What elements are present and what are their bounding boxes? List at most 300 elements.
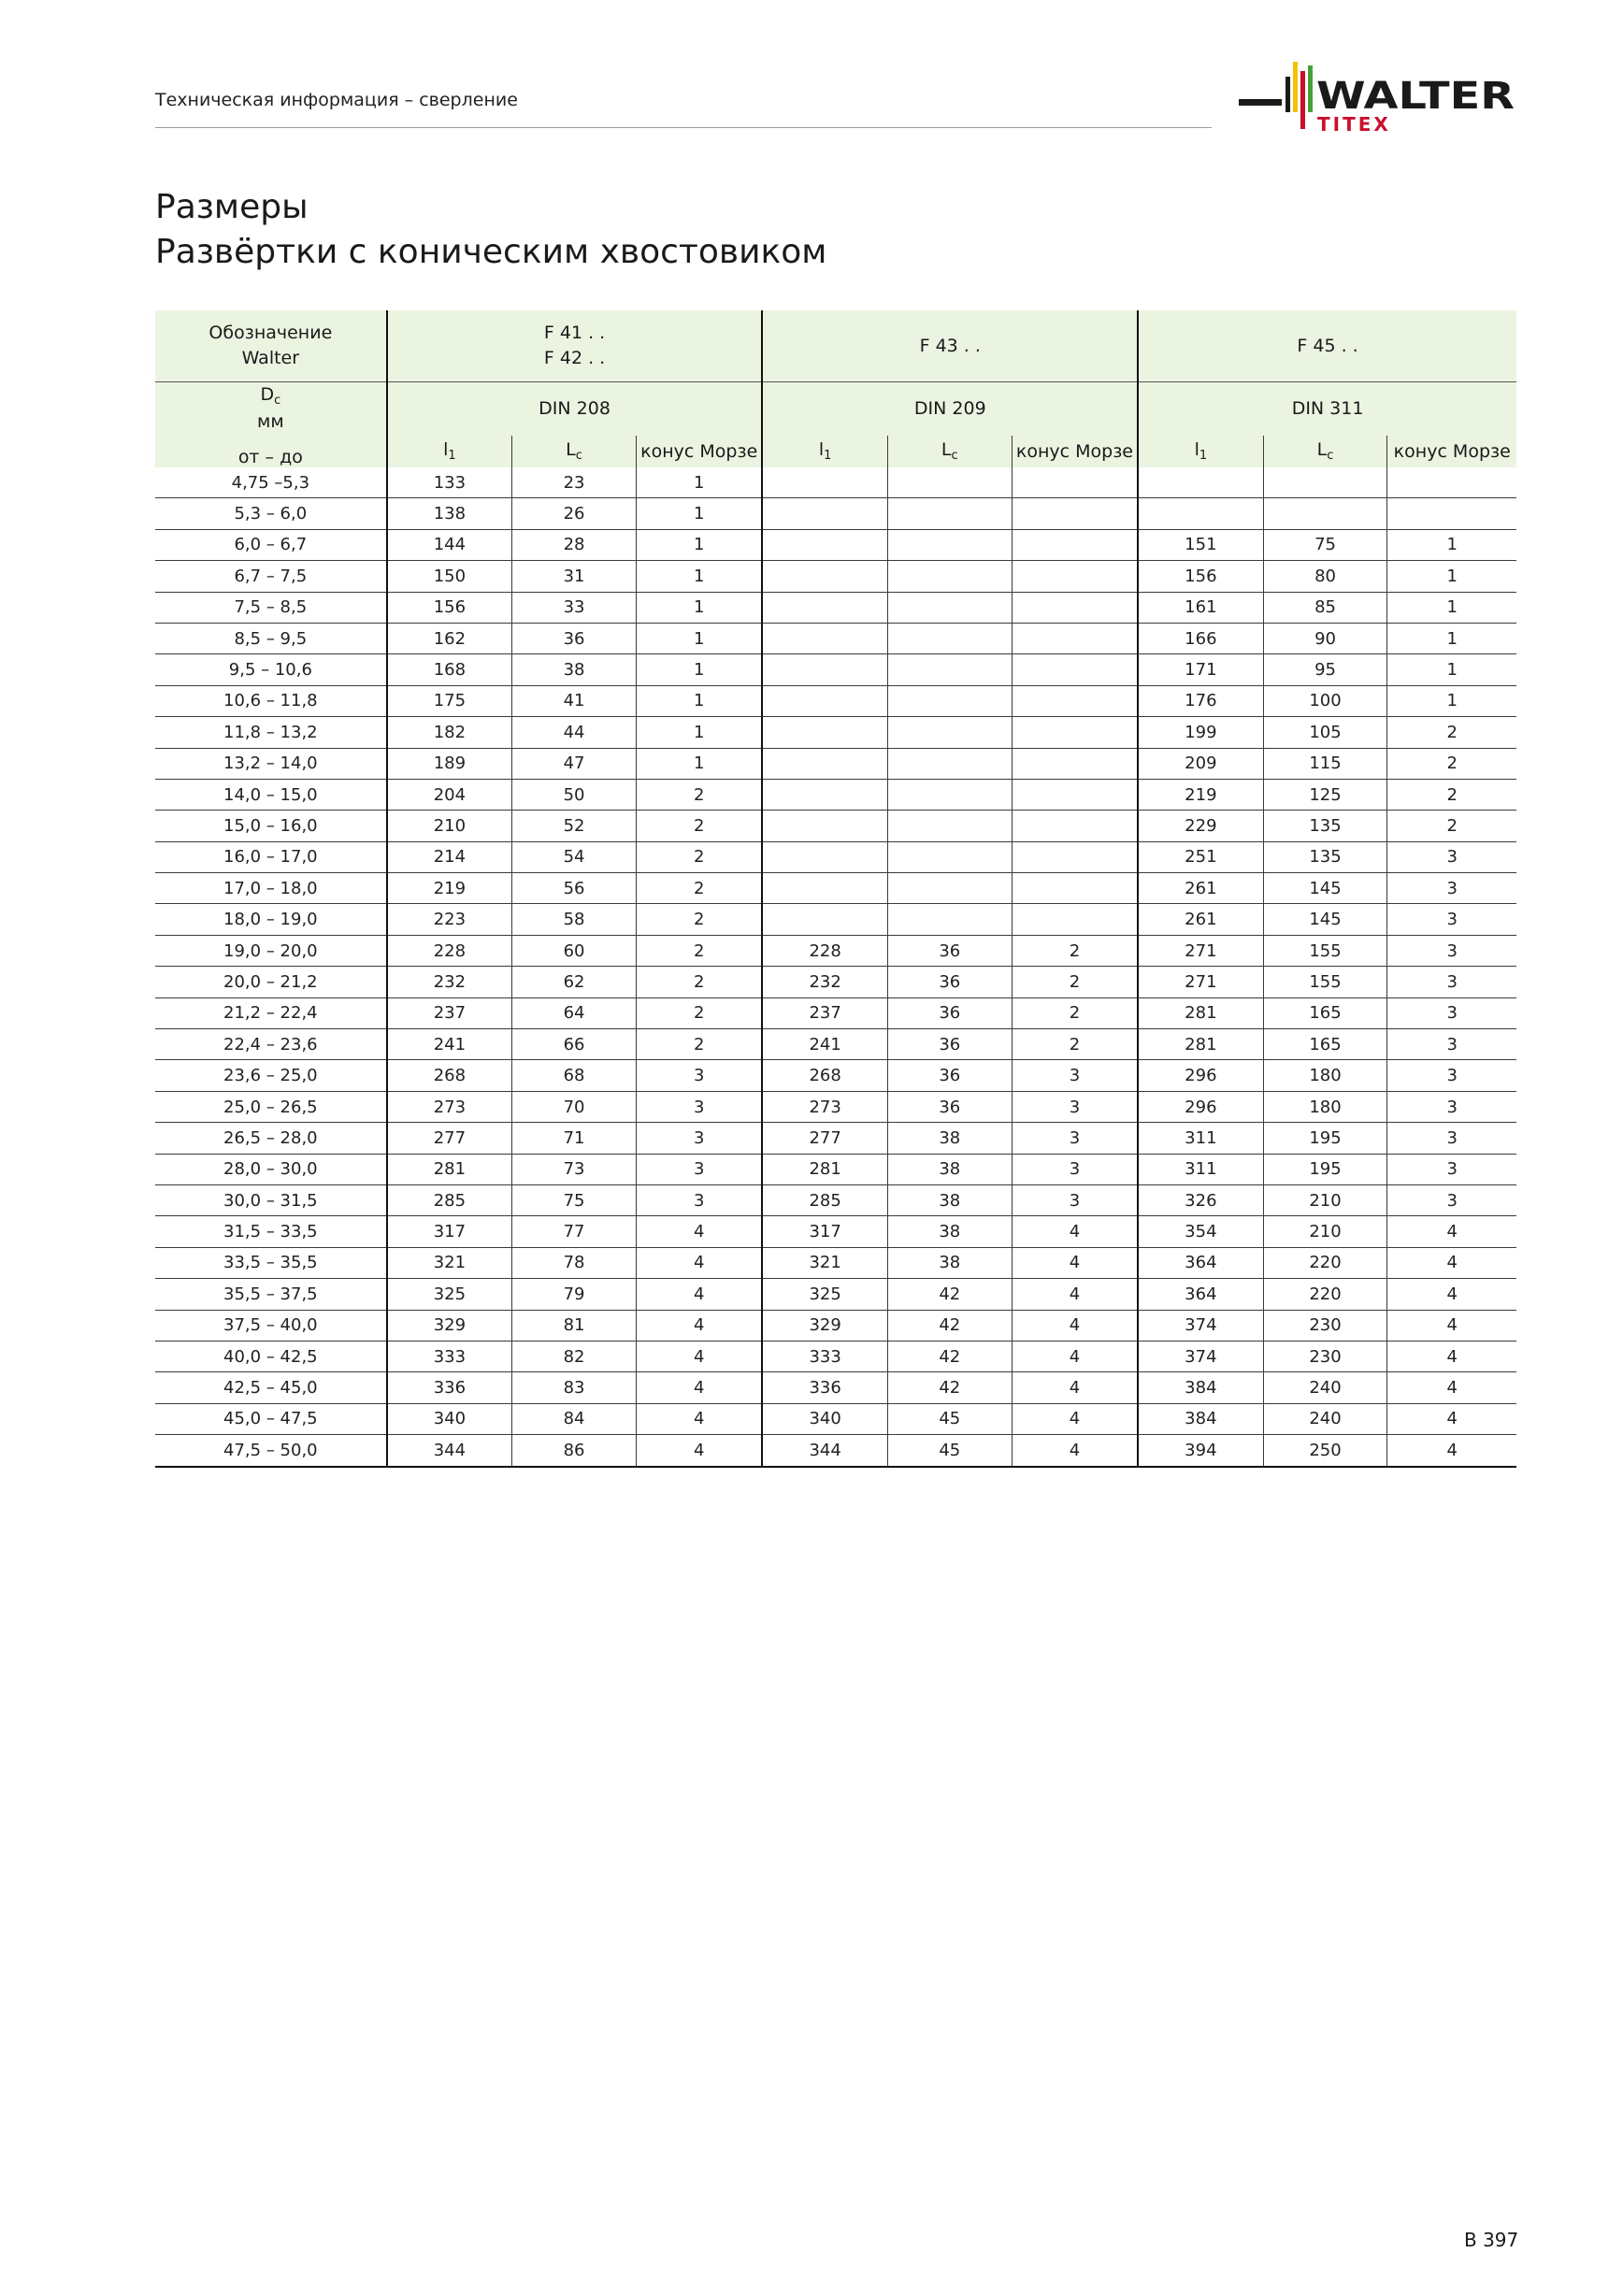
cell-din311-lc: 195 xyxy=(1263,1154,1387,1184)
cell-range: 37,5 – 40,0 xyxy=(155,1310,387,1341)
title-line-2: Развёртки с коническим хвостовиком xyxy=(155,233,827,271)
cell-din208-lc: 54 xyxy=(512,841,637,872)
cell-din209-lc xyxy=(887,811,1012,841)
cell-din208-lc: 86 xyxy=(512,1435,637,1467)
cell-din209-morse xyxy=(1012,685,1138,716)
cell-din208-l1: 333 xyxy=(387,1341,512,1371)
cell-din209-lc: 38 xyxy=(887,1123,1012,1154)
cell-din209-morse: 4 xyxy=(1012,1247,1138,1278)
cell-din311-morse: 4 xyxy=(1387,1403,1516,1434)
cell-din311-l1: 161 xyxy=(1138,592,1263,623)
cell-din311-l1: 364 xyxy=(1138,1279,1263,1310)
cell-range: 11,8 – 13,2 xyxy=(155,717,387,748)
cell-din208-lc: 26 xyxy=(512,498,637,529)
cell-din209-morse: 3 xyxy=(1012,1123,1138,1154)
table-row xyxy=(155,623,1516,653)
cell-din311-lc: 75 xyxy=(1263,529,1387,560)
cell-din209-morse xyxy=(1012,623,1138,653)
cell-din209-lc xyxy=(887,748,1012,779)
cell-range: 6,7 – 7,5 xyxy=(155,561,387,592)
cell-din208-l1: 144 xyxy=(387,529,512,560)
cell-din311-morse: 3 xyxy=(1387,935,1516,966)
cell-din209-l1: 325 xyxy=(762,1279,887,1310)
table-row xyxy=(155,1403,1516,1434)
cell-din209-lc: 38 xyxy=(887,1184,1012,1215)
cell-din208-lc: 33 xyxy=(512,592,637,623)
cell-din208-l1: 168 xyxy=(387,654,512,685)
cell-din311-l1: 209 xyxy=(1138,748,1263,779)
cell-din208-lc: 36 xyxy=(512,623,637,653)
cell-din209-l1 xyxy=(762,529,887,560)
cell-din209-morse: 4 xyxy=(1012,1435,1138,1467)
cell-din209-lc: 36 xyxy=(887,967,1012,997)
cell-din311-morse xyxy=(1387,467,1516,498)
cell-din209-l1 xyxy=(762,561,887,592)
logo-text-main: WALTER xyxy=(1316,75,1515,118)
cell-din208-lc: 83 xyxy=(512,1372,637,1403)
cell-din311-lc: 165 xyxy=(1263,1029,1387,1060)
cell-din208-l1: 214 xyxy=(387,841,512,872)
cell-din311-lc: 135 xyxy=(1263,841,1387,872)
cell-din311-morse: 3 xyxy=(1387,904,1516,935)
table-row xyxy=(155,467,1516,498)
cell-din209-l1: 237 xyxy=(762,997,887,1028)
cell-din209-lc xyxy=(887,841,1012,872)
cell-din311-morse: 1 xyxy=(1387,529,1516,560)
cell-din208-l1: 340 xyxy=(387,1403,512,1434)
cell-din311-l1: 374 xyxy=(1138,1341,1263,1371)
cell-din311-morse: 1 xyxy=(1387,561,1516,592)
cell-din208-morse: 1 xyxy=(637,561,763,592)
cell-din208-l1: 344 xyxy=(387,1435,512,1467)
table-row xyxy=(155,654,1516,685)
cell-din209-morse xyxy=(1012,592,1138,623)
cell-din311-l1: 156 xyxy=(1138,561,1263,592)
cell-din311-l1: 261 xyxy=(1138,873,1263,904)
cell-din311-lc: 80 xyxy=(1263,561,1387,592)
cell-din209-l1 xyxy=(762,467,887,498)
cell-din209-lc xyxy=(887,561,1012,592)
cell-din311-l1: 199 xyxy=(1138,717,1263,748)
table-row xyxy=(155,1060,1516,1091)
cell-din208-lc: 52 xyxy=(512,811,637,841)
cell-din209-l1: 241 xyxy=(762,1029,887,1060)
cell-din208-l1: 317 xyxy=(387,1216,512,1247)
cell-range: 13,2 – 14,0 xyxy=(155,748,387,779)
cell-din209-morse: 4 xyxy=(1012,1279,1138,1310)
din-208-header: DIN 208 xyxy=(387,382,763,436)
cell-din208-lc: 73 xyxy=(512,1154,637,1184)
cell-din311-morse: 3 xyxy=(1387,1060,1516,1091)
table-row xyxy=(155,967,1516,997)
cell-din311-morse: 3 xyxy=(1387,1154,1516,1184)
cell-din311-lc xyxy=(1263,467,1387,498)
cell-din311-lc: 180 xyxy=(1263,1091,1387,1122)
table-row xyxy=(155,1341,1516,1371)
cell-din208-lc: 58 xyxy=(512,904,637,935)
cell-din311-lc: 135 xyxy=(1263,811,1387,841)
cell-din311-l1: 311 xyxy=(1138,1123,1263,1154)
cell-din208-lc: 23 xyxy=(512,467,637,498)
col-l1-header: $l_1$ xyxy=(762,436,887,467)
cell-din209-l1 xyxy=(762,811,887,841)
cell-din209-l1 xyxy=(762,779,887,810)
cell-din311-l1: 281 xyxy=(1138,1029,1263,1060)
table-row xyxy=(155,1123,1516,1154)
cell-din208-l1: 273 xyxy=(387,1091,512,1122)
cell-range: 15,0 – 16,0 xyxy=(155,811,387,841)
cell-din208-morse: 1 xyxy=(637,498,763,529)
cell-range: 20,0 – 21,2 xyxy=(155,967,387,997)
table-row xyxy=(155,1435,1516,1467)
cell-din311-l1: 364 xyxy=(1138,1247,1263,1278)
cell-din209-morse: 2 xyxy=(1012,967,1138,997)
header-divider xyxy=(155,127,1212,128)
cell-din208-l1: 329 xyxy=(387,1310,512,1341)
col-morse-header: конус Морзе xyxy=(1387,436,1516,467)
cell-din311-l1: 311 xyxy=(1138,1154,1263,1184)
cell-din209-lc xyxy=(887,717,1012,748)
col-morse-header: конус Морзе xyxy=(1012,436,1138,467)
cell-din311-morse: 4 xyxy=(1387,1310,1516,1341)
cell-din208-morse: 3 xyxy=(637,1184,763,1215)
logo-text-sub: TITEX xyxy=(1317,113,1391,135)
cell-din209-morse: 2 xyxy=(1012,1029,1138,1060)
cell-range: 22,4 – 23,6 xyxy=(155,1029,387,1060)
cell-din311-lc: 230 xyxy=(1263,1341,1387,1371)
cell-din209-l1: 281 xyxy=(762,1154,887,1184)
cell-range: 23,6 – 25,0 xyxy=(155,1060,387,1091)
cell-din209-morse: 3 xyxy=(1012,1154,1138,1184)
cell-din311-l1: 296 xyxy=(1138,1091,1263,1122)
cell-din311-lc: 95 xyxy=(1263,654,1387,685)
table-row xyxy=(155,935,1516,966)
cell-din209-morse xyxy=(1012,529,1138,560)
col-morse-header: конус Морзе xyxy=(637,436,763,467)
cell-din311-morse: 3 xyxy=(1387,967,1516,997)
cell-range: 42,5 – 45,0 xyxy=(155,1372,387,1403)
cell-din311-lc: 85 xyxy=(1263,592,1387,623)
cell-din209-morse: 2 xyxy=(1012,935,1138,966)
cell-din208-lc: 75 xyxy=(512,1184,637,1215)
cell-din209-morse xyxy=(1012,498,1138,529)
table-row xyxy=(155,1154,1516,1184)
cell-din311-lc: 155 xyxy=(1263,935,1387,966)
cell-din209-l1 xyxy=(762,717,887,748)
table-row xyxy=(155,561,1516,592)
cell-din311-morse: 2 xyxy=(1387,779,1516,810)
cell-range: 16,0 – 17,0 xyxy=(155,841,387,872)
cell-din209-morse: 4 xyxy=(1012,1341,1138,1371)
cell-din311-morse: 4 xyxy=(1387,1372,1516,1403)
cell-din311-morse: 4 xyxy=(1387,1216,1516,1247)
table-row xyxy=(155,1029,1516,1060)
cell-din208-lc: 82 xyxy=(512,1341,637,1371)
cell-din311-lc: 145 xyxy=(1263,904,1387,935)
cell-din311-morse: 3 xyxy=(1387,1091,1516,1122)
cell-din208-lc: 66 xyxy=(512,1029,637,1060)
cell-din209-morse: 3 xyxy=(1012,1060,1138,1091)
cell-din311-morse: 2 xyxy=(1387,748,1516,779)
din-311-header: DIN 311 xyxy=(1138,382,1516,436)
cell-din208-morse: 1 xyxy=(637,654,763,685)
dimensions-table xyxy=(155,310,1516,1468)
cell-din209-lc: 45 xyxy=(887,1435,1012,1467)
cell-din208-morse: 4 xyxy=(637,1372,763,1403)
cell-din209-lc: 36 xyxy=(887,1060,1012,1091)
cell-range: 10,6 – 11,8 xyxy=(155,685,387,716)
cell-din208-l1: 189 xyxy=(387,748,512,779)
cell-din208-lc: 84 xyxy=(512,1403,637,1434)
cell-din208-lc: 71 xyxy=(512,1123,637,1154)
cell-din209-morse: 2 xyxy=(1012,997,1138,1028)
cell-range: 26,5 – 28,0 xyxy=(155,1123,387,1154)
cell-din208-morse: 2 xyxy=(637,904,763,935)
cell-din208-l1: 204 xyxy=(387,779,512,810)
cell-din208-l1: 325 xyxy=(387,1279,512,1310)
cell-range: 18,0 – 19,0 xyxy=(155,904,387,935)
cell-din209-l1: 268 xyxy=(762,1060,887,1091)
cell-din311-morse: 4 xyxy=(1387,1435,1516,1467)
cell-range: 7,5 – 8,5 xyxy=(155,592,387,623)
cell-din311-morse: 3 xyxy=(1387,1029,1516,1060)
cell-din209-l1: 321 xyxy=(762,1247,887,1278)
cell-din209-lc: 38 xyxy=(887,1247,1012,1278)
cell-din209-morse xyxy=(1012,654,1138,685)
cell-din209-lc: 36 xyxy=(887,1091,1012,1122)
cell-din311-lc: 220 xyxy=(1263,1279,1387,1310)
cell-din208-l1: 175 xyxy=(387,685,512,716)
cell-din311-morse: 4 xyxy=(1387,1279,1516,1310)
cell-din209-l1: 340 xyxy=(762,1403,887,1434)
cell-din208-l1: 268 xyxy=(387,1060,512,1091)
cell-din208-l1: 133 xyxy=(387,467,512,498)
cell-din209-l1 xyxy=(762,748,887,779)
col-l1-header: $l_1$ xyxy=(1138,436,1263,467)
group-f43-header: F 43 . . xyxy=(762,310,1138,382)
cell-din209-morse: 4 xyxy=(1012,1372,1138,1403)
cell-din311-l1 xyxy=(1138,467,1263,498)
cell-din208-morse: 3 xyxy=(637,1060,763,1091)
table-row xyxy=(155,873,1516,904)
cell-din311-l1 xyxy=(1138,498,1263,529)
cell-din311-l1: 384 xyxy=(1138,1403,1263,1434)
table-row xyxy=(155,779,1516,810)
cell-din208-lc: 41 xyxy=(512,685,637,716)
cell-din208-l1: 285 xyxy=(387,1184,512,1215)
cell-din311-lc: 210 xyxy=(1263,1184,1387,1215)
cell-range: 31,5 – 33,5 xyxy=(155,1216,387,1247)
cell-din311-morse: 3 xyxy=(1387,1184,1516,1215)
cell-din208-lc: 47 xyxy=(512,748,637,779)
cell-din311-l1: 354 xyxy=(1138,1216,1263,1247)
cell-din311-lc: 240 xyxy=(1263,1403,1387,1434)
cell-din311-l1: 166 xyxy=(1138,623,1263,653)
cell-din208-morse: 2 xyxy=(637,997,763,1028)
col-lc-header: $L_c$ xyxy=(887,436,1012,467)
table-row xyxy=(155,1091,1516,1122)
cell-range: 47,5 – 50,0 xyxy=(155,1435,387,1467)
cell-range: 5,3 – 6,0 xyxy=(155,498,387,529)
cell-din208-l1: 138 xyxy=(387,498,512,529)
cell-din311-lc: 240 xyxy=(1263,1372,1387,1403)
cell-din209-morse: 4 xyxy=(1012,1403,1138,1434)
cell-range: 28,0 – 30,0 xyxy=(155,1154,387,1184)
cell-din311-l1: 394 xyxy=(1138,1435,1263,1467)
cell-din209-l1: 344 xyxy=(762,1435,887,1467)
cell-din208-morse: 1 xyxy=(637,748,763,779)
cell-din208-l1: 232 xyxy=(387,967,512,997)
cell-din311-lc: 125 xyxy=(1263,779,1387,810)
table-row xyxy=(155,997,1516,1028)
cell-din209-morse xyxy=(1012,561,1138,592)
cell-din311-morse: 2 xyxy=(1387,717,1516,748)
cell-din209-l1: 285 xyxy=(762,1184,887,1215)
cell-din209-l1 xyxy=(762,904,887,935)
table-row xyxy=(155,1216,1516,1247)
cell-din208-morse: 3 xyxy=(637,1123,763,1154)
cell-din208-morse: 3 xyxy=(637,1154,763,1184)
cell-din208-lc: 31 xyxy=(512,561,637,592)
cell-din311-lc: 100 xyxy=(1263,685,1387,716)
cell-din209-lc xyxy=(887,685,1012,716)
cell-din208-lc: 56 xyxy=(512,873,637,904)
cell-range: 6,0 – 6,7 xyxy=(155,529,387,560)
cell-din209-l1: 333 xyxy=(762,1341,887,1371)
cell-din209-lc xyxy=(887,779,1012,810)
cell-din209-l1: 317 xyxy=(762,1216,887,1247)
table-row xyxy=(155,1372,1516,1403)
cell-din208-l1: 237 xyxy=(387,997,512,1028)
cell-din208-lc: 70 xyxy=(512,1091,637,1122)
cell-din208-lc: 79 xyxy=(512,1279,637,1310)
cell-range: 35,5 – 37,5 xyxy=(155,1279,387,1310)
cell-din311-lc: 195 xyxy=(1263,1123,1387,1154)
cell-din209-lc xyxy=(887,529,1012,560)
col-lc-header: $L_c$ xyxy=(1263,436,1387,467)
din-209-header: DIN 209 xyxy=(762,382,1138,436)
cell-din209-morse: 3 xyxy=(1012,1091,1138,1122)
cell-din209-l1: 336 xyxy=(762,1372,887,1403)
cell-din208-l1: 228 xyxy=(387,935,512,966)
cell-din208-morse: 1 xyxy=(637,717,763,748)
cell-din208-morse: 4 xyxy=(637,1247,763,1278)
cell-din208-lc: 78 xyxy=(512,1247,637,1278)
cell-din311-lc: 155 xyxy=(1263,967,1387,997)
cell-din209-morse: 4 xyxy=(1012,1216,1138,1247)
cell-din209-l1 xyxy=(762,592,887,623)
cell-range: 33,5 – 35,5 xyxy=(155,1247,387,1278)
cell-din208-lc: 28 xyxy=(512,529,637,560)
cell-din311-lc: 90 xyxy=(1263,623,1387,653)
cell-din209-l1: 329 xyxy=(762,1310,887,1341)
cell-din209-lc: 42 xyxy=(887,1341,1012,1371)
cell-din209-lc xyxy=(887,467,1012,498)
cell-din311-morse: 1 xyxy=(1387,592,1516,623)
dc-header: $D_c$ мм от – до xyxy=(155,382,387,468)
cell-din311-lc: 115 xyxy=(1263,748,1387,779)
cell-din311-l1: 384 xyxy=(1138,1372,1263,1403)
walter-designation-header: Обозначение Walter xyxy=(155,310,387,382)
cell-range: 14,0 – 15,0 xyxy=(155,779,387,810)
cell-din311-lc: 230 xyxy=(1263,1310,1387,1341)
cell-din209-morse: 4 xyxy=(1012,1310,1138,1341)
cell-din209-morse xyxy=(1012,779,1138,810)
table-row xyxy=(155,1247,1516,1278)
cell-din311-lc: 145 xyxy=(1263,873,1387,904)
cell-din311-l1: 326 xyxy=(1138,1184,1263,1215)
cell-din311-l1: 281 xyxy=(1138,997,1263,1028)
cell-din208-morse: 2 xyxy=(637,779,763,810)
cell-din311-morse: 2 xyxy=(1387,811,1516,841)
cell-din311-morse: 1 xyxy=(1387,623,1516,653)
cell-din209-l1: 232 xyxy=(762,967,887,997)
cell-din209-morse xyxy=(1012,841,1138,872)
cell-din311-l1: 219 xyxy=(1138,779,1263,810)
cell-din208-lc: 62 xyxy=(512,967,637,997)
cell-din311-l1: 261 xyxy=(1138,904,1263,935)
cell-din208-lc: 77 xyxy=(512,1216,637,1247)
cell-din208-lc: 60 xyxy=(512,935,637,966)
cell-din208-morse: 4 xyxy=(637,1279,763,1310)
cell-din209-morse xyxy=(1012,873,1138,904)
cell-din209-morse xyxy=(1012,748,1138,779)
cell-din208-morse: 4 xyxy=(637,1341,763,1371)
cell-din209-lc xyxy=(887,904,1012,935)
cell-range: 19,0 – 20,0 xyxy=(155,935,387,966)
cell-din208-morse: 4 xyxy=(637,1216,763,1247)
cell-din311-l1: 251 xyxy=(1138,841,1263,872)
cell-din208-morse: 2 xyxy=(637,1029,763,1060)
group-f45-header: F 45 . . xyxy=(1138,310,1516,382)
cell-din311-l1: 271 xyxy=(1138,967,1263,997)
cell-din208-morse: 4 xyxy=(637,1403,763,1434)
cell-din209-lc xyxy=(887,654,1012,685)
cell-din208-l1: 223 xyxy=(387,904,512,935)
table-row xyxy=(155,904,1516,935)
cell-din209-lc: 42 xyxy=(887,1372,1012,1403)
cell-din311-lc: 220 xyxy=(1263,1247,1387,1278)
cell-din311-morse: 1 xyxy=(1387,654,1516,685)
cell-din209-l1 xyxy=(762,498,887,529)
cell-din208-l1: 219 xyxy=(387,873,512,904)
cell-din208-morse: 1 xyxy=(637,685,763,716)
cell-din311-morse: 1 xyxy=(1387,685,1516,716)
cell-range: 45,0 – 47,5 xyxy=(155,1403,387,1434)
cell-din209-lc xyxy=(887,623,1012,653)
cell-din208-morse: 2 xyxy=(637,811,763,841)
cell-din311-morse: 3 xyxy=(1387,1123,1516,1154)
cell-din311-lc: 180 xyxy=(1263,1060,1387,1091)
cell-din209-l1 xyxy=(762,873,887,904)
table-row xyxy=(155,841,1516,872)
section-header: Техническая информация – сверление xyxy=(155,90,518,110)
cell-din311-lc: 250 xyxy=(1263,1435,1387,1467)
cell-range: 40,0 – 42,5 xyxy=(155,1341,387,1371)
cell-din208-l1: 277 xyxy=(387,1123,512,1154)
col-l1-header: $l_1$ xyxy=(387,436,512,467)
cell-din208-l1: 150 xyxy=(387,561,512,592)
cell-din209-morse: 3 xyxy=(1012,1184,1138,1215)
cell-din311-lc: 105 xyxy=(1263,717,1387,748)
cell-din209-morse xyxy=(1012,811,1138,841)
cell-din208-morse: 1 xyxy=(637,623,763,653)
cell-range: 21,2 – 22,4 xyxy=(155,997,387,1028)
cell-din208-morse: 2 xyxy=(637,841,763,872)
cell-din209-lc: 36 xyxy=(887,997,1012,1028)
cell-din209-l1 xyxy=(762,623,887,653)
cell-din208-lc: 64 xyxy=(512,997,637,1028)
